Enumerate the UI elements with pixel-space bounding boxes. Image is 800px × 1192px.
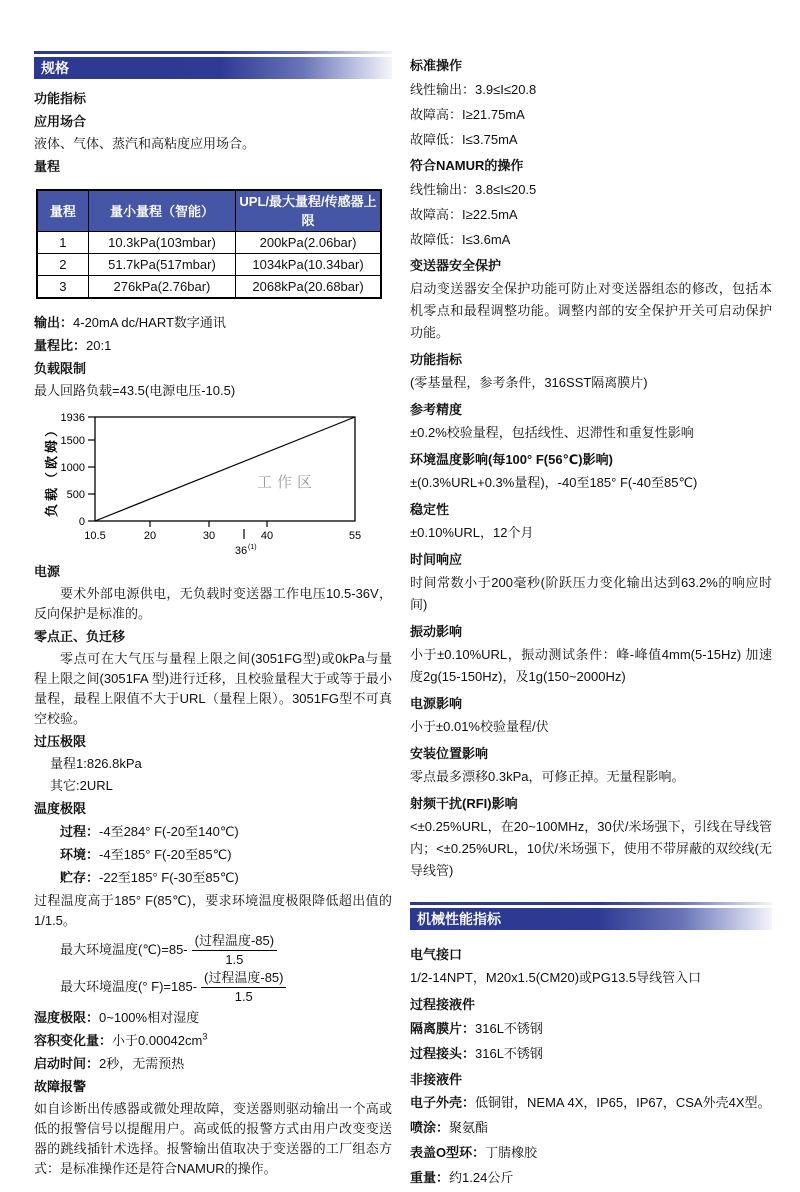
- process-connector-label: 过程接头：: [410, 1046, 476, 1061]
- humidity-label: 湿度极限：: [34, 1010, 100, 1025]
- paragraph-electrical-connection: 1/2-14NPT，M20x1.5(CM20)或PG13.5导线管入口: [410, 970, 702, 985]
- range-ratio-value: 20:1: [86, 338, 112, 353]
- load-limit-chart: [40, 407, 392, 559]
- table-cell: 10.3kPa(103mbar): [88, 232, 235, 254]
- table-header-cell: 量小量程（智能）: [88, 190, 235, 232]
- paragraph-power-supply: 要术外部电源供电，无负载时变送器工作电压10.5-36V，反向保护是标准的。: [34, 586, 392, 621]
- temp-storage-line: [34, 868, 392, 888]
- y-tick-label: 1936: [60, 412, 85, 424]
- table-header-cell: 量程: [37, 190, 88, 232]
- paint-line: [410, 1117, 772, 1138]
- heading-security: 变送器安全保护: [410, 258, 502, 273]
- heading-functional-specs: 功能指标: [34, 91, 87, 106]
- std-fault-low-line: [410, 129, 772, 150]
- humidity-value: 0~100%相对湿度: [99, 1010, 200, 1025]
- startup-time-label: 启动时间：: [34, 1056, 100, 1071]
- y-tick-label: 0: [78, 516, 85, 528]
- volume-change-line: [34, 1031, 392, 1051]
- paint-value: 聚氨酯: [449, 1120, 489, 1135]
- heading-time-response: 时间响应: [410, 552, 463, 567]
- heading-vibration-effect: 振动影响: [410, 624, 463, 639]
- heading-electrical-connection: 电气接口: [410, 947, 463, 962]
- heading-zero-shift: 零点正、负迁移: [34, 629, 126, 644]
- output-value: 4-20mA dc/HART数字通讯: [73, 315, 226, 330]
- startup-time-value: 2秒，无需预热: [99, 1056, 185, 1071]
- heading-rfi-effect: 射频干扰(RFI)影响: [410, 796, 518, 811]
- temp-ambient-label: 环境：: [60, 847, 100, 862]
- y-tick-label: 500: [66, 489, 85, 501]
- heading-wetted-parts: 过程接液件: [410, 997, 476, 1012]
- heading-power-effect: 电源影响: [410, 696, 463, 711]
- table-cell: 1034kPa(10.34bar): [236, 254, 381, 276]
- heading-ambient-temp-effect: 环境温度影响(每100° F(56℃)影响): [410, 452, 613, 467]
- paint-label: 喷涂：: [410, 1120, 450, 1135]
- output-line: [34, 313, 392, 333]
- volume-change-value: 小于0.00042cm: [112, 1033, 203, 1048]
- fault-low-label: 故障低：: [410, 232, 463, 247]
- paragraph-zero-shift: 零点可在大气压与量程上限之间(3051FG型)或0kPa与量程上限之间(3051FA 型)进行迁移，且校验量程大于或等于最小量程，最程上限值不大于URL（量程上限）。3051FG型不可真空校验。: [34, 651, 392, 726]
- temp-ambient-line: [34, 845, 392, 865]
- range-ratio-line: [34, 336, 392, 356]
- linear-output-value: 3.9≤I≤20.8: [475, 82, 537, 97]
- x-tick-label: 40: [260, 530, 274, 542]
- x-tick-label: 55: [348, 530, 362, 542]
- range-table: [36, 189, 382, 299]
- std-linear-output-line: [410, 79, 772, 100]
- paragraph-ambient-temp-effect: ±(0.3%URL+0.3%量程)，-40至185° F(-40至85℃): [410, 475, 698, 490]
- temp-ambient-value: -4至185° F(-20至85℃): [99, 847, 232, 862]
- startup-time-line: [34, 1054, 392, 1074]
- weight-line: [410, 1167, 772, 1188]
- y-tick-label: 1500: [60, 435, 85, 447]
- weight-value: 约1.24公斤: [449, 1170, 514, 1185]
- heading-mounting-effect: 安装位置影响: [410, 746, 489, 761]
- oring-value: 丁腈橡胶: [485, 1145, 538, 1160]
- paragraph-fault-alarm: 如自诊断出传感器或微处理故障，变送器则驱动输出一个高或低的报警信号以提醒用户。高或低的报警方式由用户改变变送器的跳线插针术选择。报警输出值取决于变送器的工厂组态方式：是标准操作还是符合NAMUR的操作。: [34, 1101, 392, 1176]
- fault-high-label: 故障高：: [410, 107, 463, 122]
- oring-label: 表盖O型环：: [410, 1145, 486, 1160]
- volume-change-sup: 3: [202, 1031, 208, 1042]
- section-title: 机械性能指标: [417, 911, 501, 927]
- x-tick-label: 30: [202, 530, 216, 542]
- fault-high-label: 故障高：: [410, 207, 463, 222]
- paragraph-security: 启动变送器安全保护功能可防止对变送器组态的修改，包括本机零点和最程调整功能。调整内部的安全保护开关可启动保护功能。: [410, 281, 772, 340]
- y-tick-label: 1000: [60, 462, 85, 474]
- heading-overpressure: 过压极限: [34, 734, 87, 749]
- table-cell: 200kPa(2.06bar): [236, 232, 381, 254]
- temp-process-line: [34, 822, 392, 842]
- left-column: [34, 50, 392, 1192]
- paragraph-reference-accuracy: ±0.2%校验量程，包括线性、迟滞性和重复性影响: [410, 425, 694, 440]
- housing-line: [410, 1092, 772, 1114]
- diaphragm-value: 316L不锈钢: [475, 1021, 543, 1036]
- formula-numerator: (过程温度-85): [201, 970, 286, 988]
- x-tick-label: 10.5: [84, 530, 106, 542]
- heading-reference-accuracy: 参考精度: [410, 402, 463, 417]
- output-label: 输出：: [34, 315, 74, 330]
- footnote-sup: (1): [248, 544, 257, 551]
- table-header-cell: UPL/最大量程/传感器上限: [236, 190, 381, 232]
- temp-process-label: 过程：: [60, 824, 100, 839]
- section-header-mechanical: [410, 908, 772, 930]
- linear-output-label: 线性输出：: [410, 82, 476, 97]
- load-line: [95, 417, 355, 521]
- formula-prefix: 最大环境温度(° F)=185-: [60, 978, 198, 994]
- diaphragm-line: [410, 1018, 772, 1039]
- heading-namur-operation: 符合NAMUR的操作: [410, 158, 524, 173]
- y-axis-title: 负载（欧姆）: [44, 420, 59, 518]
- section-title: 规格: [41, 60, 69, 76]
- namur-linear-output-line: [410, 179, 772, 200]
- formula-max-ambient-f: [34, 970, 392, 1005]
- housing-label: 电子外壳：: [410, 1095, 476, 1110]
- paragraph-mounting-effect: 零点最多漂移0.3kPa，可修正掉。无量程影响。: [410, 769, 685, 784]
- temp-storage-label: 贮存：: [60, 870, 100, 885]
- table-cell: 1: [37, 232, 88, 254]
- heading-stability: 稳定性: [410, 502, 450, 517]
- weight-label: 重量：: [410, 1170, 450, 1185]
- paragraph-time-response: 时间常数小于200毫秒(阶跃压力变化输出达到63.2%的响应时间): [410, 575, 772, 612]
- housing-value: 低铜钳，NEMA 4X，IP65，IP67，CSA外壳4X型。: [475, 1095, 771, 1110]
- heading-fault-alarm: 故障报警: [34, 1079, 87, 1094]
- table-header-row: [37, 190, 381, 232]
- namur-fault-low-line: [410, 229, 772, 250]
- paragraph-stability: ±0.10%URL，12个月: [410, 525, 534, 540]
- right-column: [410, 50, 772, 1192]
- paragraph-vibration-effect: 小于±0.10%URL，振动测试条件：峰-峰值4mm(5-15Hz) 加速度2g(15-150Hz)，及1g(150~2000Hz): [410, 647, 772, 684]
- heading-application: 应用场合: [34, 114, 87, 129]
- table-cell: 2068kPa(20.68bar): [236, 276, 381, 299]
- paragraph-application: 液体、气体、蒸汽和高粘度应用场合。: [34, 136, 256, 151]
- table-row: [37, 254, 381, 276]
- linear-output-value: 3.8≤I≤20.5: [475, 182, 537, 197]
- overpressure-other: 其它:2URL: [50, 778, 113, 793]
- paragraph-rfi-effect: <±0.25%URL，在20~100MHz，30伏/米场强下，引线在导线管内；<±0.25%URL，10伏/米场强下，使用不带屏蔽的双绞线(无导线管): [410, 819, 772, 878]
- table-cell: 2: [37, 254, 88, 276]
- volume-change-label: 容积变化量：: [34, 1033, 113, 1048]
- x-tick-label: 20: [143, 530, 157, 542]
- overpressure-range1: 量程1:826.8kPa: [50, 756, 142, 771]
- paragraph-power-effect: 小于±0.01%校验量程/伏: [410, 719, 549, 734]
- formula-max-ambient-c: [34, 933, 392, 968]
- process-connector-value: 316L不锈钢: [475, 1046, 543, 1061]
- formula-prefix: 最大环境温度(℃)=85-: [60, 941, 188, 957]
- table-row: [37, 276, 381, 299]
- load-limit-formula: 最人回路负载=43.5(电源电压-10.5): [34, 383, 236, 398]
- heading-temperature-limits: 温度极限: [34, 801, 87, 816]
- temp-storage-value: -22至185° F(-30至85℃): [99, 870, 239, 885]
- formula-denominator: 1.5: [225, 952, 244, 967]
- heading-standard-operation: 标准操作: [410, 58, 463, 73]
- humidity-line: [34, 1008, 392, 1028]
- heading-performance-specs: 功能指标: [410, 352, 463, 367]
- paragraph-temp-note: 过程温度高于185° F(85℃)，要求环境温度极限降低超出值的1/1.5。: [34, 893, 392, 928]
- diaphragm-label: 隔离膜片：: [410, 1021, 476, 1036]
- std-fault-high-line: [410, 104, 772, 125]
- section-header-specifications: [34, 57, 392, 79]
- heading-power-supply: 电源: [34, 564, 61, 579]
- temp-process-value: -4至284° F(-20至140℃): [99, 824, 239, 839]
- fault-low-label: 故障低：: [410, 132, 463, 147]
- range-ratio-label: 量程比：: [34, 338, 87, 353]
- table-cell: 51.7kPa(517mbar): [88, 254, 235, 276]
- fault-high-value: I≥22.5mA: [462, 207, 518, 222]
- oring-line: [410, 1142, 772, 1163]
- heading-range: 量程: [34, 159, 61, 174]
- formula-numerator: (过程温度-85): [192, 933, 277, 951]
- table-row: [37, 232, 381, 254]
- formula-denominator: 1.5: [234, 989, 253, 1004]
- namur-fault-high-line: [410, 204, 772, 225]
- heading-load-limit: 负载限制: [34, 361, 87, 376]
- fault-low-value: I≤3.6mA: [462, 232, 511, 247]
- table-cell: 276kPa(2.76bar): [88, 276, 235, 299]
- heading-nonwetted-parts: 非接液件: [410, 1072, 463, 1087]
- linear-output-label: 线性输出：: [410, 182, 476, 197]
- fault-low-value: I≤3.75mA: [462, 132, 518, 147]
- table-cell: 3: [37, 276, 88, 299]
- paragraph-reference-conditions: (零基量程，参考条件，316SST隔离膜片): [410, 375, 648, 390]
- fault-high-value: I≥21.75mA: [462, 107, 525, 122]
- footnote-tick-label: 36: [234, 545, 248, 557]
- work-area-label: 工作区: [256, 474, 318, 491]
